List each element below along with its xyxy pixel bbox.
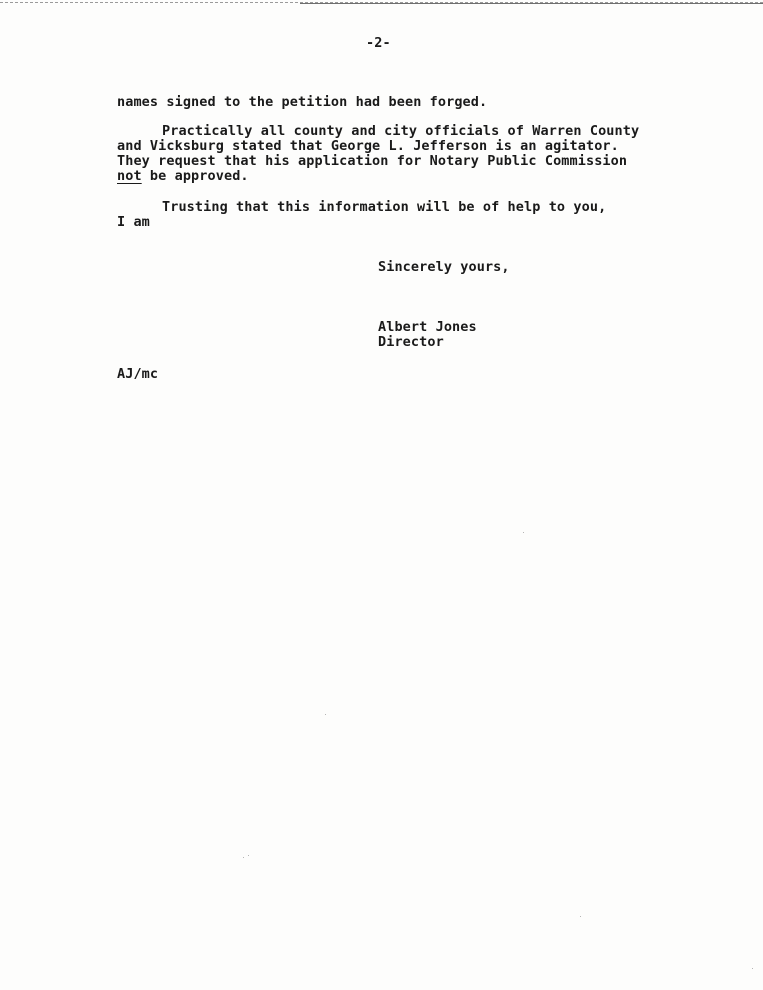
signatory-name: Albert Jones: [378, 319, 477, 335]
paragraph-2-line-2: and Vicksburg stated that George L. Jefferson is an agitator.: [117, 138, 619, 154]
reference-initials: AJ/mc: [117, 366, 159, 382]
paragraph-2-line-4-rest: be approved.: [141, 168, 249, 184]
paper-speck: [248, 855, 249, 856]
paragraph-2-line-3: They request that his application for Notary Public Commission: [117, 153, 628, 169]
paragraph-1: names signed to the petition had been forged.: [117, 94, 488, 110]
complimentary-closing: Sincerely yours,: [378, 259, 510, 275]
paper-speck: [752, 968, 753, 969]
top-edge-solid-line: [300, 3, 763, 4]
paragraph-3-line-1: Trusting that this information will be of help to you,: [162, 199, 607, 215]
signatory-title: Director: [378, 334, 444, 350]
underlined-word-not: not: [117, 168, 142, 184]
paragraph-2-line-1: Practically all county and city officials of Warren County: [162, 123, 640, 139]
paragraph-2-line-4: [117, 169, 249, 184]
page-number: -2-: [366, 35, 391, 51]
paper-speck: [325, 714, 326, 715]
paper-speck: [243, 857, 244, 858]
paragraph-3-line-2: I am: [117, 214, 150, 230]
paper-speck: [523, 532, 524, 533]
paper-speck: [580, 916, 581, 917]
